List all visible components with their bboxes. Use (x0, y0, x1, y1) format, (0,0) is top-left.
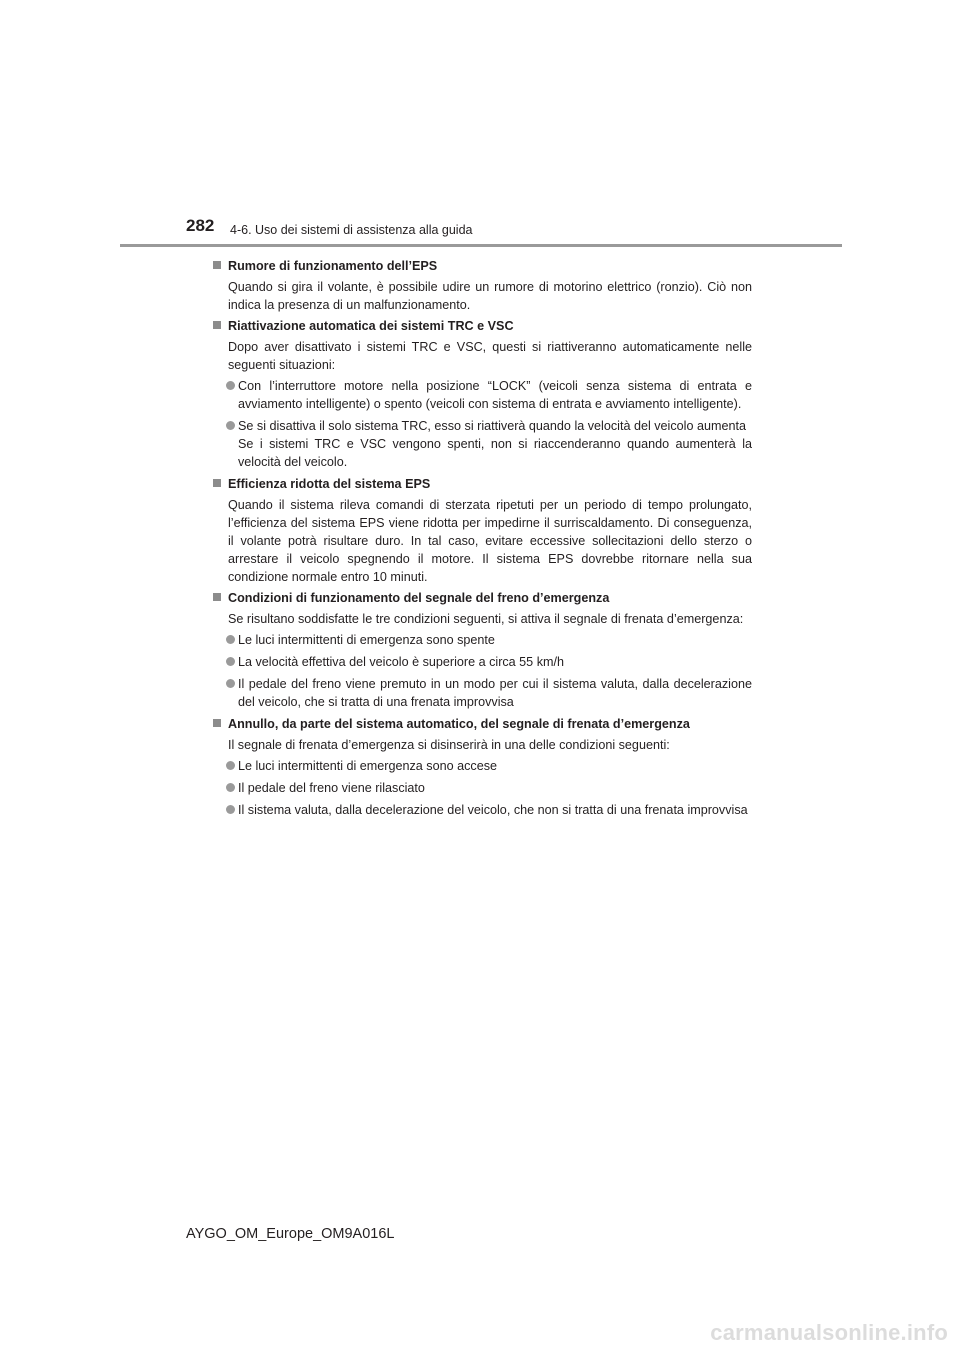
section-heading (212, 317, 752, 335)
list-item-text: Con l’interruttore motore nella posizione “LOCK” (veicoli senza sistema di entrata e avviamento intelligente) o spento (veicoli con sistema di entrata e avviamento intelligente). (238, 379, 752, 411)
section-emergency-brake-signal-cancellation (212, 715, 752, 819)
section-heading-text: Rumore di funzionamento dell’EPS (228, 259, 438, 273)
header-divider (120, 244, 842, 247)
list-item (212, 801, 752, 819)
round-bullet-icon (226, 761, 235, 770)
list-item (212, 417, 752, 471)
list-item-text: Le luci intermittenti di emergenza sono spente (238, 633, 495, 647)
round-bullet-icon (226, 635, 235, 644)
list-item (212, 377, 752, 413)
section-emergency-brake-signal-conditions (212, 589, 752, 711)
list-item-text: Il pedale del freno viene rilasciato (238, 781, 425, 795)
footer-document-code: AYGO_OM_Europe_OM9A016L (186, 1226, 395, 1242)
list-item-text: Se i sistemi TRC e VSC vengono spenti, non si riaccenderanno quando aumenterà la velocità del veicolo. (238, 437, 752, 469)
section-paragraph: Dopo aver disattivato i sistemi TRC e VSC, questi si riattiveranno automaticamente nelle seguenti situazioni: (228, 340, 752, 372)
square-bullet-icon (213, 321, 221, 329)
section-paragraph: Quando si gira il volante, è possibile udire un rumore di motorino elettrico (ronzio). Ciò non indica la presenza di un malfunzionamento. (228, 280, 752, 312)
list-item-text: Le luci intermittenti di emergenza sono accese (238, 759, 498, 773)
round-bullet-icon (226, 381, 235, 390)
section-paragraph: Il segnale di frenata d’emergenza si disinserirà in una delle condizioni seguenti: (228, 738, 670, 752)
section-trc-vsc-reactivation (212, 317, 752, 471)
round-bullet-icon (226, 783, 235, 792)
list-item (212, 653, 752, 671)
square-bullet-icon (213, 479, 221, 487)
section-heading (212, 475, 752, 493)
section-paragraph: Se risultano soddisfatte le tre condizioni seguenti, si attiva il segnale di frenata d’emergenza: (228, 612, 744, 626)
round-bullet-icon (226, 805, 235, 814)
section-heading-text: Efficienza ridotta del sistema EPS (228, 477, 431, 491)
section-heading (212, 715, 752, 733)
section-heading-text: Condizioni di funzionamento del segnale del freno d’emergenza (228, 591, 610, 605)
round-bullet-icon (226, 679, 235, 688)
watermark: carmanualsonline.info (710, 1320, 948, 1345)
round-bullet-icon (226, 421, 235, 430)
round-bullet-icon (226, 657, 235, 666)
section-heading-text: Riattivazione automatica dei sistemi TRC e VSC (228, 319, 514, 333)
section-heading-text: Annullo, da parte del sistema automatico, del segnale di frenata d’emergenza (228, 717, 690, 731)
page-number: 282 (186, 216, 215, 235)
list-item (212, 757, 752, 775)
square-bullet-icon (213, 593, 221, 601)
list-item-text: La velocità effettiva del veicolo è superiore a circa 55 km/h (238, 655, 564, 669)
section-eps-reduced-efficiency (212, 475, 752, 586)
section-heading (212, 589, 752, 607)
list-item (212, 675, 752, 711)
list-item-text: Il pedale del freno viene premuto in un modo per cui il sistema valuta, dalla decelerazione del veicolo, che si tratta di una frenata improvvisa (238, 677, 752, 709)
section-paragraph: Quando il sistema rileva comandi di sterzata ripetuti per un periodo di tempo prolungato, l’efficienza del sistema EPS viene ridotta per impedirne il surriscaldamento. Di conseguenza, il volante potrà risultare duro. In tal caso, evitare eccessive sollecitazioni dello sterzo o arrestare il veicolo spegnendo il motore. Il sistema EPS dovrebbe ritornare nella sua condizione normale entro 10 minuti. (228, 498, 752, 584)
chapter-title: 4-6. Uso dei sistemi di assistenza alla guida (230, 223, 473, 237)
list-item-text: Il sistema valuta, dalla decelerazione del veicolo, che non si tratta di una frenata improvvisa (238, 803, 748, 817)
list-item (212, 779, 752, 797)
section-heading (212, 257, 752, 275)
main-content (212, 257, 752, 823)
list-item-text: Se si disattiva il solo sistema TRC, esso si riattiverà quando la velocità del veicolo aumenta (238, 419, 746, 433)
square-bullet-icon (213, 261, 221, 269)
square-bullet-icon (213, 719, 221, 727)
list-item (212, 631, 752, 649)
section-eps-noise (212, 257, 752, 314)
